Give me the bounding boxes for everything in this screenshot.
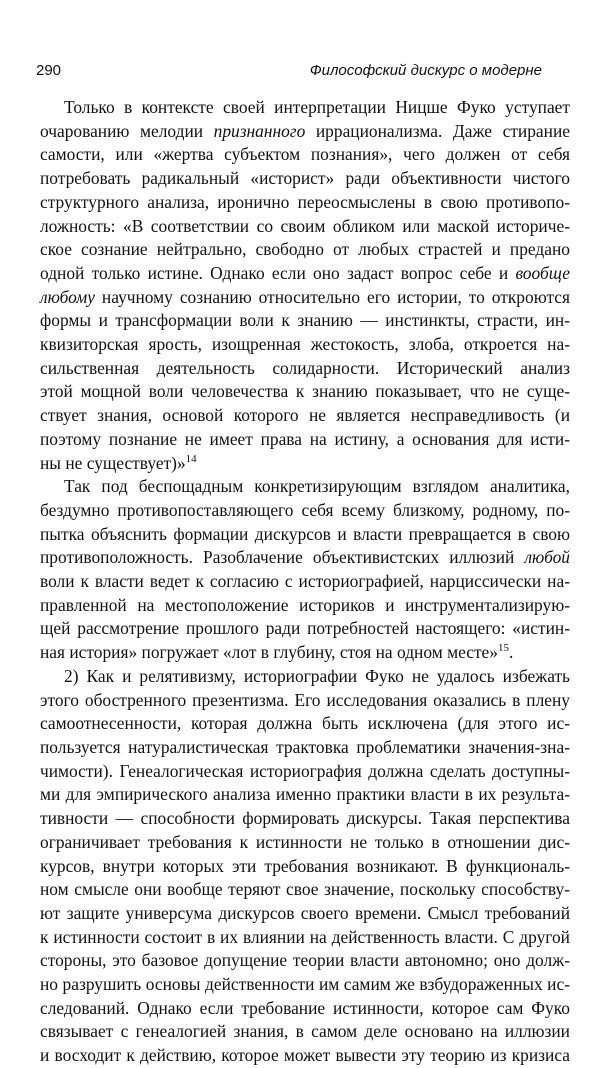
text-line: связывает с генеалогией знания, в самом деле основано на иллюзии bbox=[40, 1021, 570, 1042]
text-line bbox=[40, 641, 570, 665]
footnote-ref: 15 bbox=[497, 642, 509, 655]
text-line: противоположность. Разоблачение объективистских иллюзий любой bbox=[40, 547, 570, 568]
text-line: очарованию мелодии признанного иррационализма. Даже стирание bbox=[40, 120, 570, 141]
text-line: потребовать радикальный «историст» ради объективности чистого bbox=[40, 168, 570, 189]
text-line: квизиторская ярость, изощренная жестокость, злоба, откроется на- bbox=[40, 334, 570, 355]
text-line bbox=[40, 452, 570, 476]
text-line: но разрушить основы действенности им самим же взбудораженных ис- bbox=[40, 974, 570, 995]
text-line: одной только истине. Однако если оно задаст вопрос себе и вообще bbox=[40, 262, 570, 283]
text-line: ствует знания, основой которого не является несправедливость (и bbox=[40, 405, 570, 426]
text-line: ское сознание нейтрально, свободно от любых страстей и предано bbox=[40, 239, 570, 260]
paragraph bbox=[40, 96, 570, 475]
text-line: Только в контексте своей интерпретации Ницше Фуко уступает bbox=[64, 97, 570, 117]
text-line: пользуется натуралистическая трактовка проблематики значения-зна- bbox=[40, 736, 570, 757]
text-line: стороны, это базовое допущение теории власти автономно; оно долж- bbox=[40, 950, 570, 971]
text-line: ном смысле они вообще теряют свое значение, поскольку способству- bbox=[40, 879, 570, 900]
text-line: курсов, внутри которых эти требования возникают. В функциональ- bbox=[40, 855, 570, 876]
text-line: и восходит к действию, которое может вывести эту теорию из кризиса bbox=[40, 1045, 570, 1066]
text-line: тивности — способности формировать дискурсы. Такая перспектива bbox=[40, 808, 570, 829]
text-line: этой мощной воли человечества к знанию показывает, что не суще- bbox=[40, 381, 570, 402]
body-text bbox=[40, 96, 570, 1068]
text-line: ложность: «В соответствии со своим обликом или маской историче- bbox=[40, 215, 570, 236]
text-line: формы и трансформации воли к знанию — инстинкты, страсти, ин- bbox=[40, 310, 570, 331]
line-text: ная история» погружает «лот в глубину, стоя на одном месте» bbox=[40, 642, 498, 663]
text-line: ют защите универсума дискурсов своего времени. Смысл требований bbox=[40, 902, 570, 923]
text-line: воли к власти ведет к согласию с историографией, нарциссически на- bbox=[40, 571, 570, 592]
text-line: сильственная деятельность солидарности. Исторический анализ bbox=[40, 357, 570, 378]
text-line: ми для эмпирического анализа именно практики власти в их результа- bbox=[40, 784, 570, 805]
line-text: ны не существует)» bbox=[40, 452, 186, 473]
line-text: . bbox=[508, 642, 514, 663]
text-line: любому научному сознанию относительно его истории, то откроются bbox=[40, 286, 570, 307]
running-title: Философский дискурс о модерне bbox=[309, 62, 542, 79]
page-number: 290 bbox=[36, 62, 62, 79]
text-line: пытка объяснить формации дискурсов и власти превращается в свою bbox=[40, 523, 570, 544]
text-line: поэтому познание не имеет права на истину, а основания для исти- bbox=[40, 428, 570, 449]
text-line: самости, или «жертва субъектом познания», чего должен от себя bbox=[40, 144, 570, 165]
page-header bbox=[36, 62, 562, 82]
text-line: к истинности состоит в их влиянии на действенность власти. С другой bbox=[40, 926, 570, 947]
text-line: щей рассмотрение прошлого ради потребностей настоящего: «истин- bbox=[40, 618, 570, 639]
footnote-ref: 14 bbox=[185, 452, 197, 465]
paragraph bbox=[40, 475, 570, 665]
text-line: самоотнесенности, которая должна быть исключена (для этого ис- bbox=[40, 713, 570, 734]
text-line: этого обостренного презентизма. Его исследования оказались в плену bbox=[40, 689, 570, 710]
text-line: следований. Однако если требование истинности, которое сам Фуко bbox=[40, 997, 570, 1018]
text-line: 2) Как и релятивизму, историографии Фуко не удалось избежать bbox=[64, 665, 570, 686]
text-line: структурного анализа, иронично переосмыслены в свою противопо- bbox=[40, 191, 570, 212]
text-line: ограничивает требования к истинности не только в отношении дис- bbox=[40, 831, 570, 852]
text-line: бездумно противопоставляющего себя всему близкому, родному, по- bbox=[40, 499, 570, 520]
text-line: чимости). Генеалогическая историография должна сделать доступны- bbox=[40, 760, 570, 781]
text-line: правленной на местоположение историков и инструментализирую- bbox=[40, 594, 570, 615]
text-line: Так под беспощадным конкретизирующим взглядом аналитика, bbox=[64, 476, 570, 497]
paragraph bbox=[40, 665, 570, 1068]
